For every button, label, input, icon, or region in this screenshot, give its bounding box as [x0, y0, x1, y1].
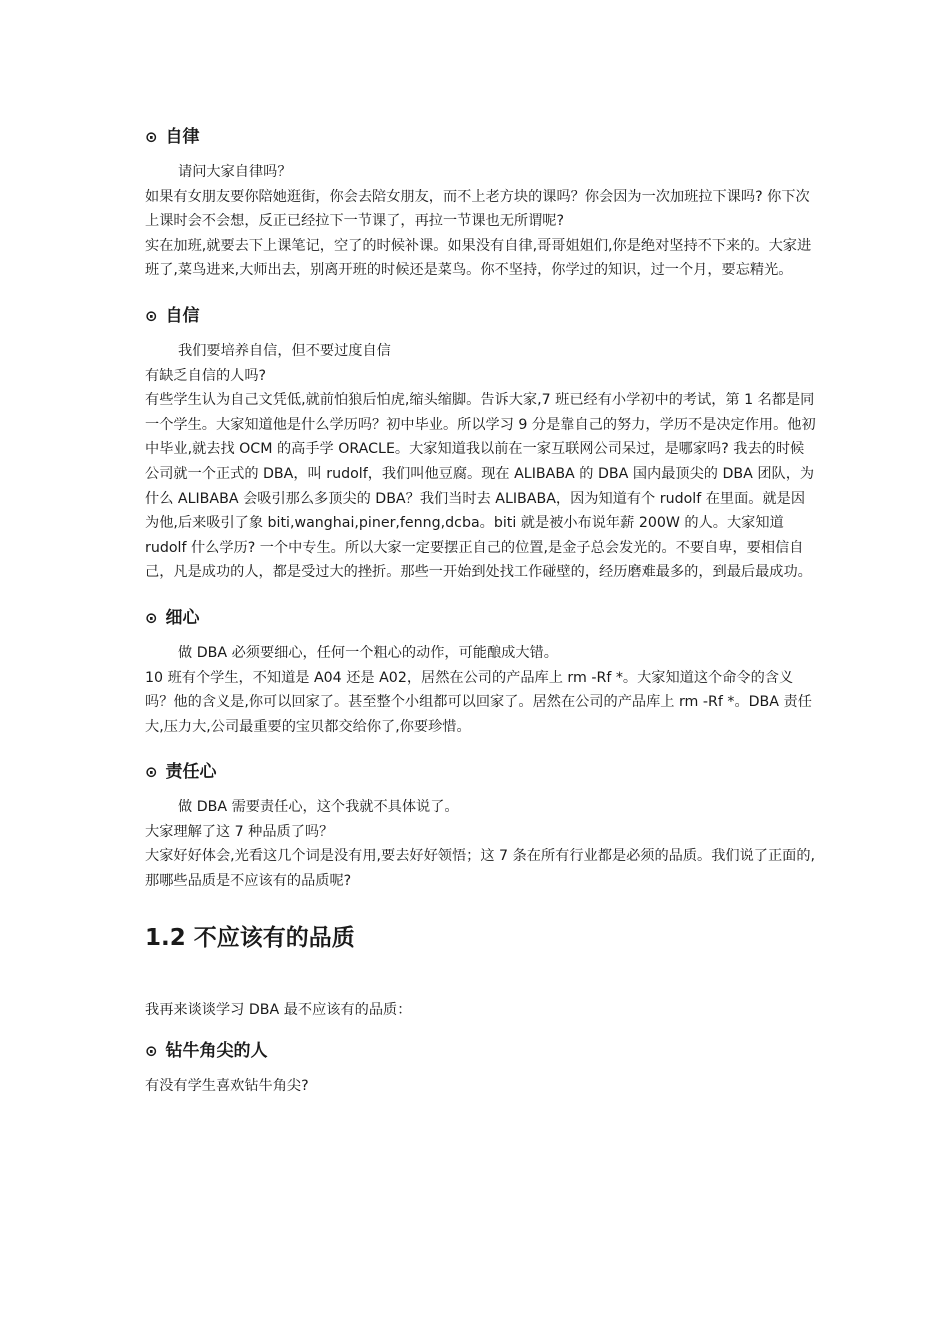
paragraph: 有些学生认为自己文凭低,就前怕狼后怕虎,缩头缩脚。告诉大家,7 班已经有小学初中的考试，第 1 名都是同一个学生。大家知道他是什么学历吗？初中毕业。所以学习 9 分是靠自己的努力，学历不是决定作用。他初中毕业,就去找 OCM 的高手学 ORACLE。大家知道我以前在一家互联网公司呆过，是哪家吗? 我去的时候公司就一个正式的 DBA，叫 rudolf，我们叫他豆腐。现在 ALIBABA 的 DBA 国内最顶尖的 DBA 团队，为什么 ALIBABA 会吸引那么多顶尖的 DBA？我们当时去 ALIBABA，因为知道有个 rudolf 在里面。就是因为他,后来吸引了象 biti,wanghai,piner,fenng,dcba。biti 就是被小布说年薪 200W 的人。大家知道 rudolf 什么学历? 一个中专生。所以大家一定要摆正自己的位置,是金子总会发光的。不要自卑，要相信自己，凡是成功的人，都是受过大的挫折。那些一开始到处找工作碰壁的，经历磨难最多的，到最后最成功。: [145, 392, 816, 581]
section-responsibility: [145, 753, 817, 893]
paragraph: 有没有学生喜欢钻牛角尖?: [145, 1078, 309, 1095]
section-heading: ⊙ 钻牛角尖的人: [145, 1041, 268, 1062]
section-lead: 请问大家自律吗？: [178, 164, 292, 180]
section-heading: ⊙ 细心: [145, 607, 200, 628]
paragraph: 有缺乏自信的人吗?: [145, 367, 267, 384]
section-heading: ⊙ 责任心: [145, 762, 217, 783]
chapter-title: 1.2 不应该有的品质: [145, 924, 355, 951]
paragraph: 如果有女朋友要你陪她逛街，你会去陪女朋友，而不上老方块的课吗？你会因为一次加班拉下课吗? 你下次上课时会不会想，反正已经拉下一节课了，再拉一节课也无所谓呢?: [145, 188, 810, 230]
document-page: [145, 118, 817, 1099]
section-lead: 做 DBA 必须要细心，任何一个粗心的动作，可能酿成大错。: [178, 644, 558, 661]
section-self-discipline: [145, 118, 817, 283]
paragraph: 实在加班,就要去下上课笔记，空了的时候补课。如果没有自律,哥哥姐姐们,你是绝对坚持不下来的。大家进班了,菜鸟进来,大师出去，别离开班的时候还是菜鸟。你不坚持，你学过的知识，过一个月，要忘精光。: [145, 237, 812, 279]
circle-dot-bullet-icon: ⊙: [145, 608, 158, 627]
paragraph: 大家理解了这 7 种品质了吗？: [145, 823, 334, 840]
circle-dot-bullet-icon: ⊙: [145, 128, 158, 146]
section-lead: 我们要培养自信，但不要过度自信: [178, 342, 391, 359]
chapter-intro: 我再来谈谈学习 DBA 最不应该有的品质：: [145, 1001, 412, 1018]
circle-dot-bullet-icon: ⊙: [145, 1042, 158, 1061]
paragraph: 大家好好体会,光看这几个词是没有用,要去好好领悟；这 7 条在所有行业都是必须的品质。我们说了正面的,那哪些品质是不应该有的品质呢?: [145, 848, 816, 890]
section-self-confidence: [145, 297, 817, 585]
section-heading: ⊙ 自信: [145, 305, 200, 326]
section-carefulness: [145, 599, 817, 739]
chapter-1-2: [145, 918, 817, 1099]
paragraph: 10 班有个学生，不知道是 A04 还是 A02，居然在公司的产品库上 rm -Rf *。大家知道这个命令的含义吗？他的含义是,你可以回家了。甚至整个小组都可以回家了。居然在公司的产品库上 rm -Rf *。DBA 责任大,压力大,公司最重要的宝贝都交给你了,你要珍惜。: [145, 669, 812, 735]
circle-dot-bullet-icon: ⊙: [145, 306, 158, 325]
section-lead: 做 DBA 需要责任心，这个我就不具体说了。: [178, 799, 459, 816]
circle-dot-bullet-icon: ⊙: [145, 763, 158, 782]
section-heading: ⊙ 自律: [145, 127, 200, 147]
